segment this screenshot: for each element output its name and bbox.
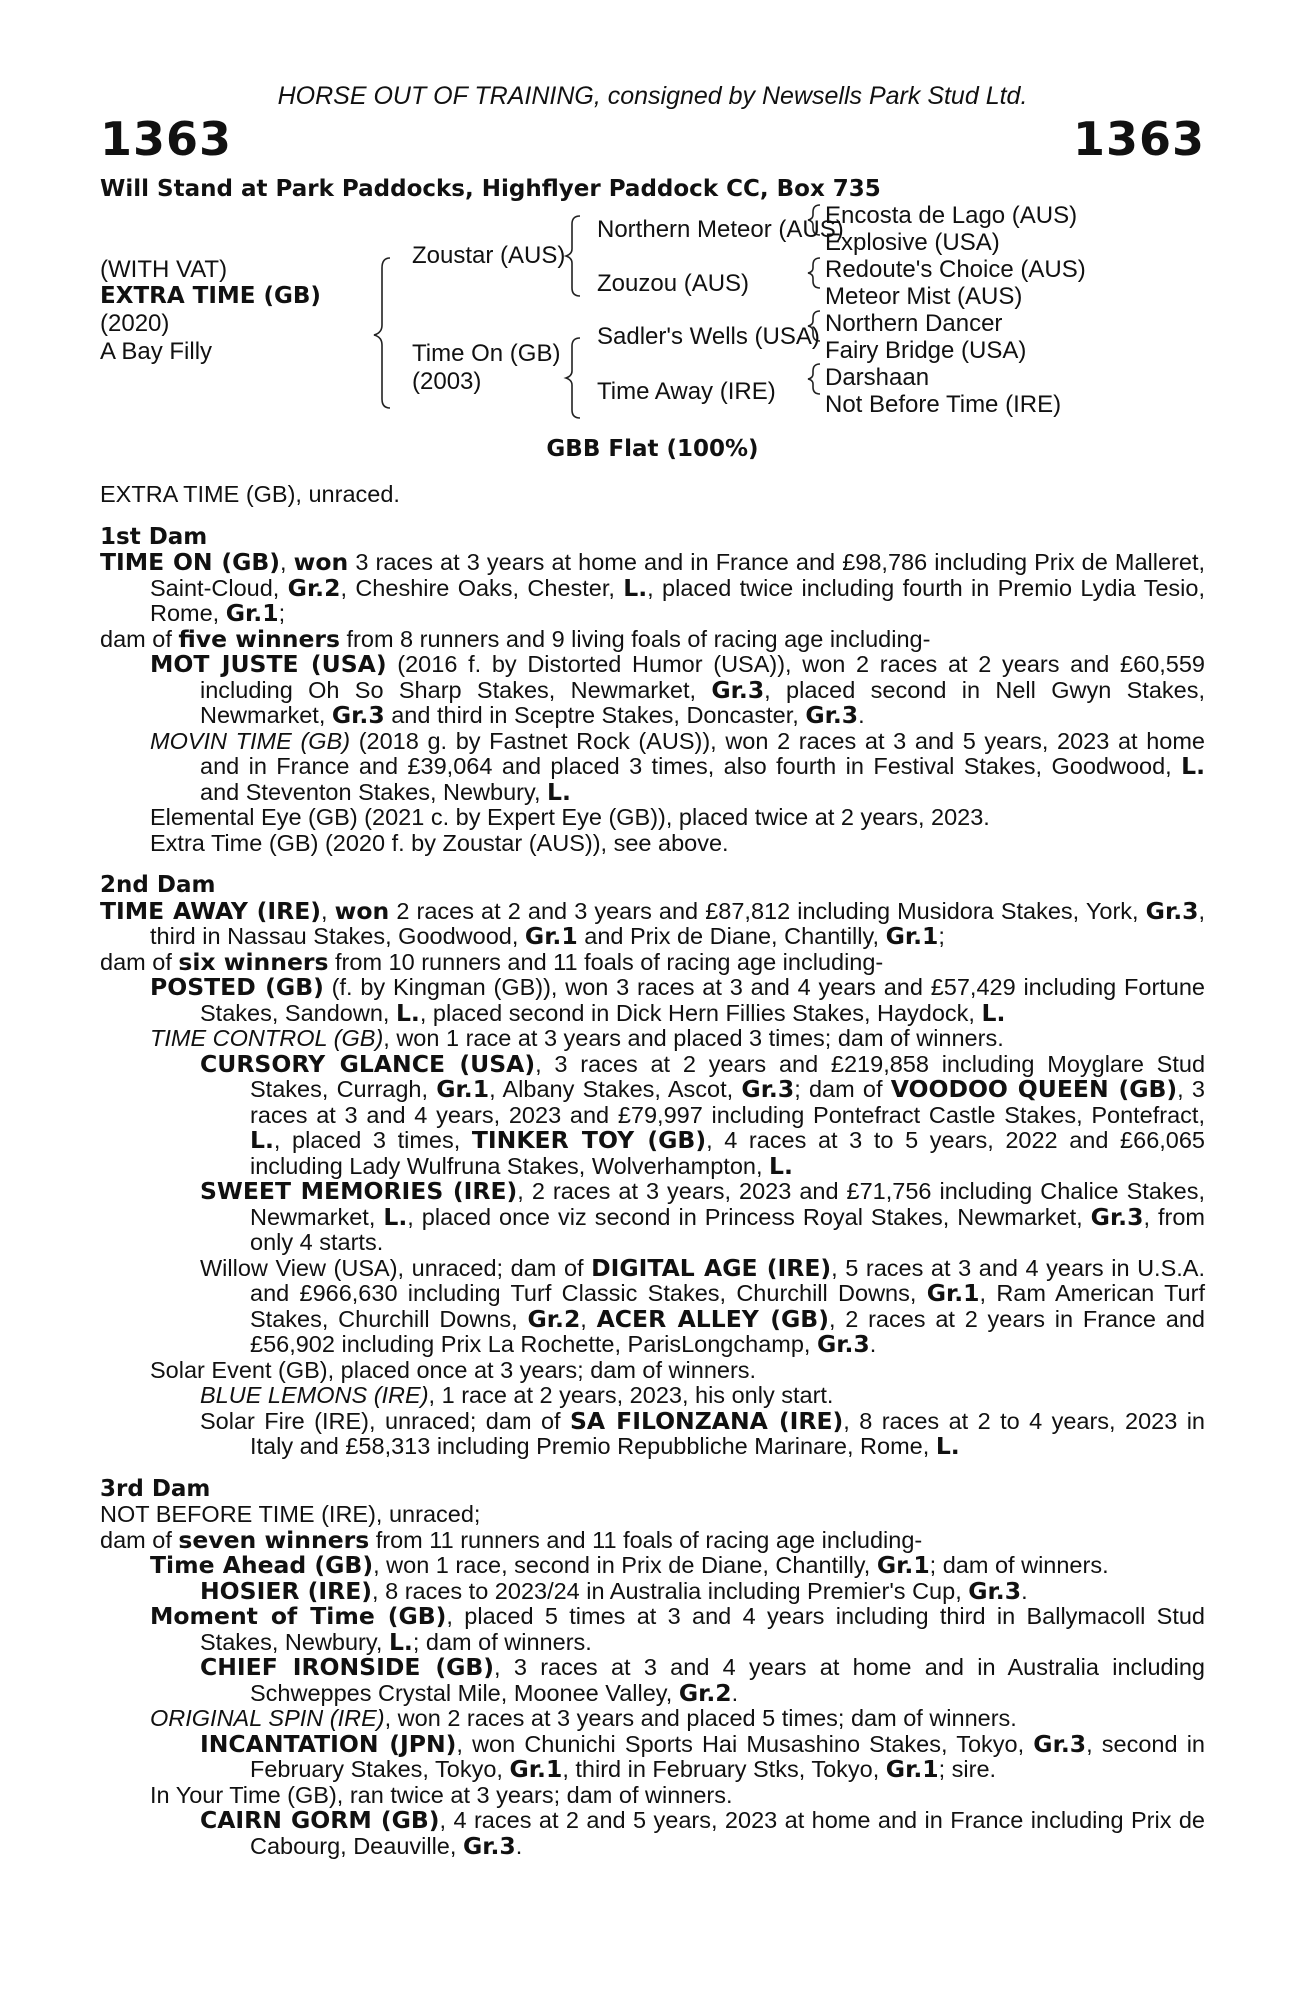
bold-text: Gr.3 <box>816 1330 870 1358</box>
text-run: from 10 runners and 11 foals of racing age including- <box>328 948 884 975</box>
bold-text: Gr.1 <box>885 1755 939 1783</box>
text-run: Solar Fire (IRE), unraced; dam of <box>200 1407 570 1434</box>
ancestor-5: Northern Dancer <box>825 310 1003 337</box>
pedigree-entry <box>100 1253 1205 1358</box>
sire: Zoustar (AUS) <box>412 242 566 269</box>
text-run: ; sire. <box>938 1756 997 1782</box>
section-heading: 2nd Dam <box>100 872 216 898</box>
bold-text: INCANTATION (JPN) <box>200 1729 457 1758</box>
text-run: , 3 races at 3 and 4 years, 2023 and £79,997 including Pontefract Castle Stakes, Pontefract, <box>250 1076 1205 1128</box>
bold-text: TIME AWAY (IRE) <box>100 896 322 925</box>
text-run: , won 1 race at 3 years and placed 3 times; dam of winners. <box>383 1025 1004 1051</box>
bold-text: L. <box>769 1151 793 1180</box>
italic-text: TIME CONTROL (GB) <box>150 1025 384 1051</box>
bold-text: TINKER TOY (GB) <box>471 1126 707 1154</box>
bold-text: SWEET MEMORIES (IRE) <box>200 1177 518 1205</box>
bold-text: ACER ALLEY (GB) <box>596 1304 829 1333</box>
bold-text: Time Ahead (GB) <box>150 1551 374 1579</box>
text-run: , 3 races at 2 years and £219,858 including Moyglare Stud Stakes, Curragh, <box>250 1050 1206 1102</box>
pedigree-table <box>100 200 1205 430</box>
text-run: . <box>1021 1577 1028 1604</box>
text-run: , Ram American Turf Stakes, Churchill Downs, <box>250 1280 1205 1332</box>
text-run: , won 1 race, second in Prix de Diane, Chantilly, <box>373 1552 877 1578</box>
text-run: , 8 races at 2 to 4 years, 2023 in Italy and £58,313 including Premio Repubbliche Marinare, Rome, <box>250 1407 1205 1459</box>
bold-text: L. <box>623 573 648 602</box>
ancestor-7: Darshaan <box>825 364 930 391</box>
bold-text: MOT JUSTE (USA) <box>150 650 387 678</box>
bold-text: DIGITAL AGE (IRE) <box>591 1253 832 1282</box>
pedigree-entry <box>100 1406 1205 1460</box>
bold-text: Gr.3 <box>968 1576 1022 1605</box>
text-run: dam of <box>100 625 179 652</box>
bold-text: L. <box>395 998 420 1027</box>
bold-text: Gr.2 <box>678 1678 732 1707</box>
vat-note: (WITH VAT) <box>100 256 228 283</box>
text-run: from 8 runners and 9 living foals of racing age including- <box>339 625 931 652</box>
text-run: . <box>869 1331 877 1357</box>
text-run: , won Chunichi Sports Hai Musashino Stakes, Tokyo, <box>456 1730 1034 1757</box>
bold-text: Gr.3 <box>711 675 765 704</box>
bold-text: Gr.1 <box>524 922 578 950</box>
pedigree-entry <box>100 1576 1205 1605</box>
ancestor-2: Explosive (USA) <box>825 229 1000 256</box>
text-run: , placed second in Dick Hern Fillies Stakes, Haydock, <box>419 999 982 1026</box>
bold-text: Gr.3 <box>1145 896 1199 925</box>
text-run: . <box>515 1832 523 1859</box>
lot-number-left: 1363 <box>100 112 233 166</box>
text-run: and Prix de Diane, Chantilly, <box>577 923 886 949</box>
bold-text: TIME ON (GB) <box>100 548 281 576</box>
pedigree-entry <box>100 1655 1205 1706</box>
italic-text: BLUE LEMONS (IRE) <box>200 1382 429 1408</box>
text-run: ; dam of winners. <box>412 1628 592 1655</box>
pedigree-entry <box>100 947 1205 976</box>
bold-text: L. <box>250 1126 274 1154</box>
text-run: . <box>731 1679 739 1706</box>
horse-year: (2020) <box>100 310 170 337</box>
dam-year: (2003) <box>412 368 482 395</box>
section-heading: 3rd Dam <box>100 1475 211 1502</box>
dam-sections <box>100 525 1205 1860</box>
bold-text: CAIRN GORM (GB) <box>200 1806 440 1834</box>
bold-text: Gr.1 <box>225 599 279 627</box>
text-run: from 11 runners and 11 foals of racing age including- <box>369 1526 923 1553</box>
bold-text: Gr.2 <box>527 1304 581 1333</box>
text-run: , from only 4 starts. <box>250 1203 1205 1255</box>
pedigree-entry <box>100 624 1205 653</box>
bold-text: L. <box>981 998 1006 1027</box>
pedigree-entry <box>100 805 1205 831</box>
bold-text: Gr.1 <box>885 922 939 950</box>
pedigree-entry <box>100 896 1206 950</box>
pedigree-entry <box>100 1808 1205 1859</box>
bold-text: L. <box>1181 752 1205 780</box>
text-run: , placed 3 times, <box>273 1127 472 1153</box>
text-run: ; dam of winners. <box>929 1552 1109 1578</box>
bold-text: SA FILONZANA (IRE) <box>569 1406 844 1435</box>
bold-text: L. <box>547 777 571 806</box>
bold-text: Gr.1 <box>876 1551 930 1579</box>
pedigree-entry <box>100 1502 1205 1528</box>
text-run: , <box>321 897 335 924</box>
text-run: and Steventon Stakes, Newbury, <box>200 778 548 805</box>
bold-text: CHIEF IRONSIDE (GB) <box>200 1653 495 1681</box>
dam-name: Time On (GB) <box>412 340 561 367</box>
bold-text: Gr.1 <box>509 1755 563 1783</box>
sire-dam: Zouzou (AUS) <box>597 270 750 297</box>
pedigree-entry <box>100 1604 1205 1655</box>
text-run: , placed second in Nell Gwyn Stakes, Newmarket, <box>200 676 1205 728</box>
horse-description: A Bay Filly <box>100 338 213 365</box>
pedigree-entry <box>100 1026 1205 1052</box>
pedigree-entry <box>100 1179 1205 1256</box>
pedigree-entry <box>100 729 1205 806</box>
text-run: Solar Event (GB), placed once at 3 years; dam of winners. <box>150 1356 757 1383</box>
pedigree-entry <box>100 831 1205 857</box>
text-run: dam of <box>100 948 179 975</box>
pedigree-entry <box>100 1783 1205 1809</box>
bold-text: six winners <box>178 947 329 976</box>
text-run: (f. by Kingman (GB)), won 3 races at 3 and 4 years and £57,429 including Fortune Stakes, Sandown, <box>200 974 1206 1026</box>
bold-text: Gr.3 <box>1090 1202 1144 1231</box>
pedigree-entry <box>100 1525 1205 1554</box>
text-run: Elemental Eye (GB) (2021 c. by Expert Eye (GB)), placed twice at 2 years, 2023. <box>150 804 990 830</box>
dam-dam: Time Away (IRE) <box>597 378 776 405</box>
text-run: , Cheshire Oaks, Chester, <box>340 574 624 601</box>
text-run: ; <box>278 600 286 626</box>
text-run: , placed once viz second in Princess Royal Stakes, Newmarket, <box>407 1203 1091 1230</box>
pedigree-entry <box>100 652 1205 729</box>
bold-text: Gr.3 <box>331 701 385 729</box>
text-run: , <box>280 549 294 575</box>
lot-number-right: 1363 <box>1072 112 1205 166</box>
pedigree-entry <box>100 975 1205 1026</box>
text-run: 2 races at 2 and 3 years and £87,812 including Musidora Stakes, York, <box>389 897 1146 924</box>
bold-text: Gr.1 <box>436 1075 490 1103</box>
text-run: , placed 5 times at 3 and 4 years including third in Ballymacoll Stud Stakes, Newbury, <box>200 1603 1206 1655</box>
bold-text: CURSORY GLANCE (USA) <box>200 1049 536 1078</box>
dam-sire: Sadler's Wells (USA) <box>597 323 820 350</box>
text-run: , third in February Stks, Tokyo, <box>562 1756 886 1782</box>
bold-text: won <box>293 548 349 576</box>
catalogue-body <box>100 482 1205 1859</box>
text-run: Willow View (USA), unraced; dam of <box>200 1254 592 1281</box>
intro-line: EXTRA TIME (GB), unraced. <box>100 481 400 507</box>
bold-text: VOODOO QUEEN (GB) <box>890 1075 1178 1103</box>
horse-name: EXTRA TIME (GB) <box>100 283 321 309</box>
bold-text: won <box>334 896 390 925</box>
sire-sire: Northern Meteor (AUS) <box>597 216 844 243</box>
pedigree-entry <box>100 550 1205 627</box>
section-heading: 1st Dam <box>100 523 208 550</box>
pedigree-entry <box>100 1049 1206 1180</box>
text-run: , 4 races at 2 and 5 years, 2023 at home and in France including Prix de Cabourg, Deauville, <box>250 1807 1206 1859</box>
text-run: , 5 races at 3 and 4 years in U.S.A. and £966,630 including Turf Classic Stakes, Churchill Downs, <box>250 1254 1205 1306</box>
text-run: 3 races at 3 years at home and in France and £98,786 including Prix de Malleret, Saint-Cloud, <box>150 549 1206 601</box>
bold-text: L. <box>383 1202 408 1231</box>
bold-text: seven winners <box>178 1525 370 1554</box>
gbb-rating: GBB Flat (100%) <box>546 436 759 462</box>
text-run: , placed twice including fourth in Premio Lydia Tesio, Rome, <box>150 574 1205 626</box>
text-run: , 2 races at 3 years, 2023 and £71,756 including Chalice Stakes, Newmarket, <box>250 1178 1206 1230</box>
bold-text: Gr.3 <box>805 701 859 729</box>
text-run: ; dam of <box>794 1076 891 1102</box>
bold-text: five winners <box>178 624 340 653</box>
text-run: . <box>858 702 865 728</box>
consignment-line: HORSE OUT OF TRAINING, consigned by Newsells Park Stud Ltd. <box>277 82 1028 110</box>
text-run: , Albany Stakes, Ascot, <box>489 1076 742 1102</box>
text-run: , third in Nassau Stakes, Goodwood, <box>150 897 1206 949</box>
bold-text: Gr.1 <box>926 1279 980 1307</box>
pedigree-entry <box>100 1706 1205 1732</box>
italic-text: MOVIN TIME (GB) <box>150 727 351 754</box>
text-run: , won 2 races at 3 years and placed 5 times; dam of winners. <box>384 1705 1017 1731</box>
bold-text: Gr.2 <box>287 573 341 602</box>
text-run: ; <box>938 923 945 949</box>
pedigree-entry <box>100 1358 1205 1384</box>
bold-text: Moment of Time (GB) <box>150 1602 447 1630</box>
bold-text: Gr.3 <box>1033 1729 1087 1758</box>
ancestor-3: Redoute's Choice (AUS) <box>825 256 1086 283</box>
pedigree-entry <box>100 1729 1205 1783</box>
text-run: , <box>580 1305 597 1332</box>
text-run: , 1 race at 2 years, 2023, his only start. <box>428 1382 834 1408</box>
bold-text: Gr.3 <box>741 1075 795 1103</box>
pedigree-entry <box>100 1383 1205 1409</box>
ancestor-4: Meteor Mist (AUS) <box>825 283 1023 310</box>
text-run: NOT BEFORE TIME (IRE), unraced; <box>100 1501 481 1527</box>
text-run: , 2 races at 2 years in France and £56,902 including Prix La Rochette, ParisLongchamp, <box>250 1305 1205 1357</box>
stand-location: Will Stand at Park Paddocks, Highflyer Paddock CC, Box 735 <box>100 176 881 202</box>
bold-text: L. <box>388 1627 413 1656</box>
pedigree-entry <box>100 1553 1205 1579</box>
text-run: , 8 races to 2023/24 in Australia including Premier's Cup, <box>372 1577 969 1604</box>
bold-text: POSTED (GB) <box>150 973 324 1001</box>
text-run: , 3 races at 3 and 4 years at home and in Australia including Schweppes Crystal Mile, Moonee Valley, <box>250 1654 1205 1706</box>
ancestor-6: Fairy Bridge (USA) <box>825 337 1027 364</box>
bold-text: HOSIER (IRE) <box>200 1576 373 1605</box>
text-run: Extra Time (GB) (2020 f. by Zoustar (AUS)), see above. <box>150 829 729 856</box>
italic-text: ORIGINAL SPIN (IRE) <box>150 1705 385 1731</box>
text-run: (2018 g. by Fastnet Rock (AUS)), won 2 races at 3 and 5 years, 2023 at home and in France and £39,064 and placed 3 times, also fourth in Festival Stakes, Goodwood, <box>200 727 1205 779</box>
text-run: and third in Sceptre Stakes, Doncaster, <box>384 702 806 728</box>
bold-text: Gr.3 <box>462 1831 516 1860</box>
ancestor-8: Not Before Time (IRE) <box>825 391 1062 418</box>
text-run: , second in February Stakes, Tokyo, <box>250 1730 1205 1782</box>
text-run: dam of <box>100 1526 179 1553</box>
bold-text: L. <box>935 1432 960 1460</box>
text-run: In Your Time (GB), ran twice at 3 years; dam of winners. <box>150 1781 733 1808</box>
text-run: , 4 races at 3 to 5 years, 2022 and £66,065 including Lady Wulfruna Stakes, Wolverhampton, <box>250 1127 1206 1179</box>
text-run: (2016 f. by Distorted Humor (USA)), won 2 races at 2 years and £60,559 including Oh So Sharp Stakes, Newmarket, <box>200 651 1206 703</box>
ancestor-1: Encosta de Lago (AUS) <box>825 202 1078 229</box>
